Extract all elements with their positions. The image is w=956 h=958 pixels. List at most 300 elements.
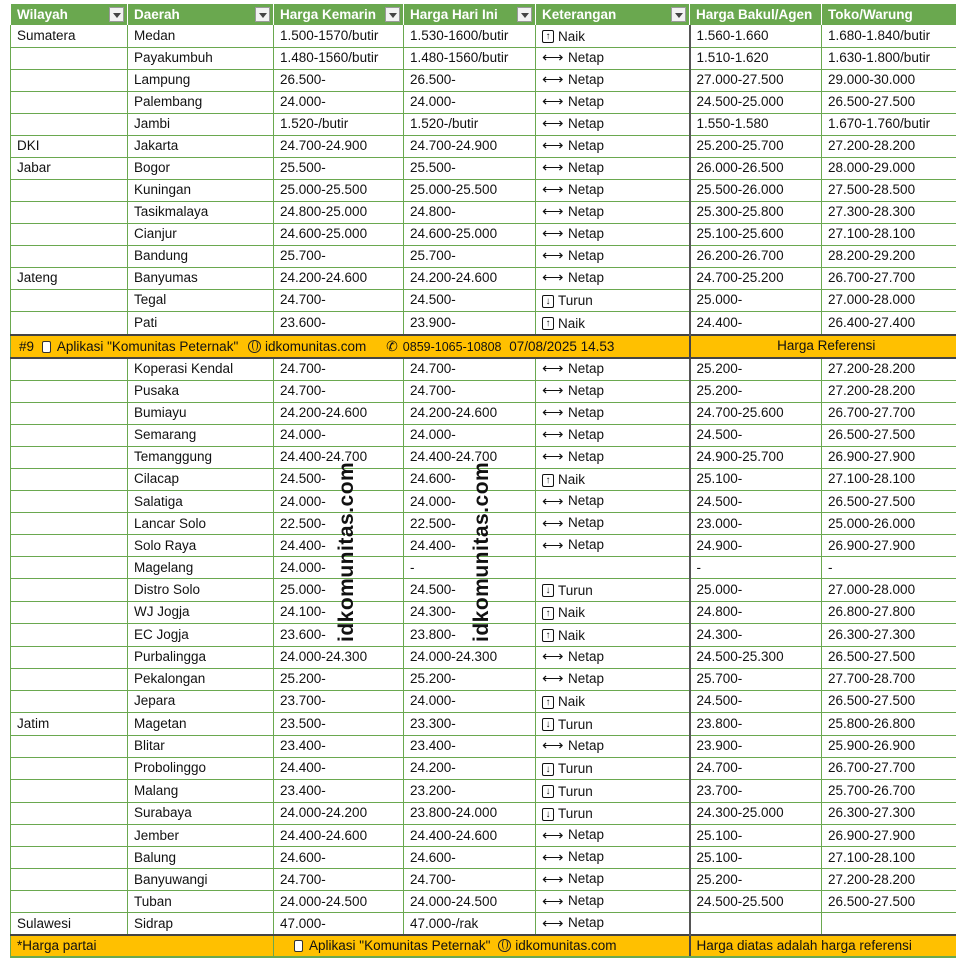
harga-bakul-cell: 25.300-25.800 (690, 201, 822, 223)
reference-price-label: Harga Referensi (690, 335, 956, 358)
harga-hari-ini-cell: 1.530-1600/butir (404, 25, 536, 47)
harga-bakul-cell: - (690, 557, 822, 579)
table-row (11, 757, 956, 780)
keterangan-label: Netap (568, 535, 604, 555)
arrow-left-right-icon: ⟷ (542, 649, 564, 664)
arrow-left-right-icon: ⟷ (542, 738, 564, 753)
daerah-cell: Magelang (128, 557, 274, 579)
harga-kemarin-cell: 1.500-1570/butir (274, 25, 404, 47)
table-row (11, 358, 956, 381)
arrow-left-right-icon: ⟷ (542, 204, 564, 219)
toko-warung-cell: 27.200-28.200 (822, 358, 956, 381)
harga-hari-ini-cell: 24.000-24.300 (404, 646, 536, 668)
keterangan-cell (536, 891, 690, 913)
phone-number: 0859-1065-10808 (403, 340, 502, 354)
wilayah-cell (11, 757, 128, 780)
harga-hari-ini-cell: - (404, 557, 536, 579)
harga-bakul-cell: 25.000- (690, 289, 822, 312)
keterangan-label: Netap (568, 669, 604, 689)
daerah-cell: Distro Solo (128, 579, 274, 602)
wilayah-cell (11, 668, 128, 690)
harga-kemarin-cell: 24.000- (274, 557, 404, 579)
arrow-down-icon: ↓ (542, 785, 554, 798)
keterangan-cell (536, 69, 690, 91)
table-row (11, 913, 956, 936)
keterangan-label: Turun (558, 715, 593, 735)
harga-hari-ini-cell: 24.700- (404, 380, 536, 402)
col-header-daerah: Daerah (128, 4, 274, 25)
keterangan-cell (536, 847, 690, 869)
table-row (11, 91, 956, 113)
harga-kemarin-cell: 24.200-24.600 (274, 267, 404, 289)
arrow-down-icon: ↓ (542, 763, 554, 776)
wilayah-cell: Jateng (11, 267, 128, 289)
keterangan-label: Netap (568, 869, 604, 889)
harga-kemarin-cell: 24.700- (274, 289, 404, 312)
footer-website-link[interactable]: idkomunitas.com (515, 938, 616, 953)
harga-hari-ini-cell: 47.000-/rak (404, 913, 536, 936)
harga-kemarin-cell: 24.700- (274, 358, 404, 381)
wilayah-cell (11, 869, 128, 891)
col-header-toko-warung: Toko/Warung (822, 4, 956, 25)
harga-bakul-cell: 23.900- (690, 735, 822, 757)
keterangan-label: Turun (558, 759, 593, 779)
harga-hari-ini-cell: 23.300- (404, 713, 536, 736)
harga-bakul-cell: 24.700- (690, 757, 822, 780)
toko-warung-cell: 27.100-28.100 (822, 847, 956, 869)
table-row (11, 201, 956, 223)
globe-icon (498, 939, 511, 952)
arrow-left-right-icon: ⟷ (542, 72, 564, 87)
keterangan-cell (536, 245, 690, 267)
harga-kemarin-cell: 24.700-24.900 (274, 135, 404, 157)
harga-hari-ini-cell: 24.000- (404, 491, 536, 513)
arrow-up-icon: ↑ (542, 607, 554, 620)
keterangan-cell (536, 624, 690, 647)
harga-kemarin-cell: 24.400-24.700 (274, 446, 404, 468)
harga-kemarin-cell: 23.400- (274, 780, 404, 803)
toko-warung-cell: 26.300-27.300 (822, 802, 956, 825)
keterangan-label: Netap (568, 736, 604, 756)
info-banner-row (11, 335, 956, 358)
arrow-left-right-icon: ⟷ (542, 361, 564, 376)
mobile-app-icon (294, 940, 303, 952)
toko-warung-cell: 27.000-28.000 (822, 289, 956, 312)
toko-warung-cell: 26.900-27.900 (822, 446, 956, 468)
keterangan-cell (536, 223, 690, 245)
keterangan-cell (536, 913, 690, 936)
keterangan-label: Turun (558, 581, 593, 601)
table-row (11, 25, 956, 47)
footer-reference-note: Harga diatas adalah harga referensi (690, 935, 956, 957)
harga-kemarin-cell: 24.000-24.200 (274, 802, 404, 825)
harga-kemarin-cell: 47.000- (274, 913, 404, 936)
table-row (11, 713, 956, 736)
table-row (11, 668, 956, 690)
harga-hari-ini-cell: 23.900- (404, 312, 536, 335)
keterangan-label: Naik (558, 470, 585, 490)
harga-kemarin-cell: 24.000- (274, 491, 404, 513)
keterangan-label: Netap (568, 158, 604, 178)
keterangan-label: Netap (568, 136, 604, 156)
daerah-cell: Bumiayu (128, 402, 274, 424)
wilayah-cell (11, 402, 128, 424)
arrow-up-icon: ↑ (542, 474, 554, 487)
keterangan-label: Netap (568, 891, 604, 911)
arrow-left-right-icon: ⟷ (542, 449, 564, 464)
keterangan-cell (536, 735, 690, 757)
table-row (11, 179, 956, 201)
wilayah-cell (11, 690, 128, 713)
toko-warung-cell: 27.500-28.500 (822, 179, 956, 201)
arrow-down-icon: ↓ (542, 584, 554, 597)
harga-bakul-cell: 25.100- (690, 468, 822, 491)
keterangan-label: Netap (568, 913, 604, 933)
daerah-cell: Temanggung (128, 446, 274, 468)
table-row (11, 869, 956, 891)
banner-datetime: 07/08/2025 14.53 (509, 339, 614, 354)
harga-hari-ini-cell: 25.200- (404, 668, 536, 690)
harga-kemarin-cell: 25.500- (274, 157, 404, 179)
keterangan-label: Netap (568, 847, 604, 867)
table-row (11, 780, 956, 803)
arrow-left-right-icon: ⟷ (542, 872, 564, 887)
keterangan-cell (536, 825, 690, 847)
keterangan-cell (536, 601, 690, 624)
table-row (11, 157, 956, 179)
harga-bakul-cell: 25.700- (690, 668, 822, 690)
table-row (11, 245, 956, 267)
keterangan-cell (536, 113, 690, 135)
toko-warung-cell: 27.200-28.200 (822, 380, 956, 402)
wilayah-cell (11, 579, 128, 602)
keterangan-cell (536, 646, 690, 668)
keterangan-cell (536, 135, 690, 157)
daerah-cell: Koperasi Kendal (128, 358, 274, 381)
harga-hari-ini-cell: 25.000-25.500 (404, 179, 536, 201)
toko-warung-cell: 27.100-28.100 (822, 468, 956, 491)
daerah-cell: Magetan (128, 713, 274, 736)
harga-bakul-cell: 1.560-1.660 (690, 25, 822, 47)
harga-kemarin-cell: 25.000- (274, 579, 404, 602)
arrow-left-right-icon: ⟷ (542, 427, 564, 442)
harga-hari-ini-cell: 24.800- (404, 201, 536, 223)
harga-hari-ini-cell: 24.400-24.700 (404, 446, 536, 468)
arrow-up-icon: ↑ (542, 629, 554, 642)
arrow-up-icon: ↑ (542, 696, 554, 709)
keterangan-cell (536, 713, 690, 736)
table-row (11, 847, 956, 869)
keterangan-label: Naik (558, 692, 585, 712)
col-header-harga-hari-ini: Harga Hari Ini (404, 4, 536, 25)
table-row (11, 825, 956, 847)
harga-bakul-cell: 25.200- (690, 869, 822, 891)
arrow-up-icon: ↑ (542, 317, 554, 330)
arrow-left-right-icon: ⟷ (542, 538, 564, 553)
arrow-left-right-icon: ⟷ (542, 671, 564, 686)
table-row (11, 735, 956, 757)
harga-hari-ini-cell: 24.600-25.000 (404, 223, 536, 245)
keterangan-label: Netap (568, 513, 604, 533)
harga-hari-ini-cell: 26.500- (404, 69, 536, 91)
toko-warung-cell: 27.300-28.300 (822, 201, 956, 223)
wilayah-cell (11, 424, 128, 446)
keterangan-label: Netap (568, 491, 604, 511)
harga-bakul-cell: 23.000- (690, 513, 822, 535)
toko-warung-cell: 26.500-27.500 (822, 491, 956, 513)
harga-bakul-cell: 24.500- (690, 424, 822, 446)
keterangan-cell (536, 25, 690, 47)
phone-icon: ✆ (386, 336, 398, 356)
harga-bakul-cell: 24.700-25.600 (690, 402, 822, 424)
harga-hari-ini-cell: 24.700- (404, 869, 536, 891)
harga-hari-ini-cell: 25.500- (404, 157, 536, 179)
filter-dropdown-button[interactable] (671, 7, 686, 22)
keterangan-label: Netap (568, 447, 604, 467)
daerah-cell: Tuban (128, 891, 274, 913)
keterangan-cell (536, 557, 690, 579)
harga-bakul-cell: 24.500-25.300 (690, 646, 822, 668)
harga-hari-ini-cell: 24.600- (404, 847, 536, 869)
website-link[interactable]: idkomunitas.com (265, 339, 366, 354)
harga-kemarin-cell: 24.100- (274, 601, 404, 624)
harga-kemarin-cell: 22.500- (274, 513, 404, 535)
wilayah-cell (11, 624, 128, 647)
daerah-cell: Jepara (128, 690, 274, 713)
table-row (11, 267, 956, 289)
harga-bakul-cell: 25.000- (690, 579, 822, 602)
arrow-left-right-icon: ⟷ (542, 850, 564, 865)
daerah-cell: Pati (128, 312, 274, 335)
harga-kemarin-cell: 24.500- (274, 468, 404, 491)
harga-hari-ini-cell: 25.700- (404, 245, 536, 267)
footer-row (11, 935, 956, 957)
harga-kemarin-cell: 24.000- (274, 91, 404, 113)
daerah-cell: Jember (128, 825, 274, 847)
table-row (11, 47, 956, 69)
keterangan-label: Turun (558, 782, 593, 802)
toko-warung-cell (822, 913, 956, 936)
toko-warung-cell: 27.000-28.000 (822, 579, 956, 602)
harga-hari-ini-cell: 24.300- (404, 601, 536, 624)
table-row (11, 402, 956, 424)
daerah-cell: Salatiga (128, 491, 274, 513)
keterangan-cell (536, 312, 690, 335)
daerah-cell: Tegal (128, 289, 274, 312)
wilayah-cell (11, 468, 128, 491)
footer-note: *Harga partai (11, 935, 274, 957)
toko-warung-cell: 25.000-26.000 (822, 513, 956, 535)
daerah-cell: Lancar Solo (128, 513, 274, 535)
harga-hari-ini-cell: 24.700-24.900 (404, 135, 536, 157)
keterangan-cell (536, 267, 690, 289)
arrow-down-icon: ↓ (542, 808, 554, 821)
harga-kemarin-cell: 24.800-25.000 (274, 201, 404, 223)
keterangan-cell (536, 513, 690, 535)
app-name: Aplikasi "Komunitas Peternak" (57, 339, 238, 354)
keterangan-cell (536, 157, 690, 179)
toko-warung-cell: 28.000-29.000 (822, 157, 956, 179)
wilayah-cell (11, 91, 128, 113)
wilayah-cell: DKI (11, 135, 128, 157)
harga-bakul-cell: 1.510-1.620 (690, 47, 822, 69)
keterangan-cell (536, 869, 690, 891)
toko-warung-cell: 26.700-27.700 (822, 267, 956, 289)
wilayah-cell (11, 446, 128, 468)
arrow-left-right-icon: ⟷ (542, 94, 564, 109)
daerah-cell: Bandung (128, 245, 274, 267)
harga-hari-ini-cell: 23.800-24.000 (404, 802, 536, 825)
arrow-left-right-icon: ⟷ (542, 494, 564, 509)
harga-kemarin-cell: 23.700- (274, 690, 404, 713)
harga-hari-ini-cell: 24.700- (404, 358, 536, 381)
wilayah-cell (11, 735, 128, 757)
keterangan-label: Naik (558, 626, 585, 646)
harga-kemarin-cell: 23.600- (274, 312, 404, 335)
keterangan-label: Netap (568, 647, 604, 667)
toko-warung-cell: 25.800-26.800 (822, 713, 956, 736)
toko-warung-cell: 1.680-1.840/butir (822, 25, 956, 47)
daerah-cell: Cianjur (128, 223, 274, 245)
table-row (11, 69, 956, 91)
harga-hari-ini-cell: 23.200- (404, 780, 536, 803)
mobile-app-icon (42, 341, 51, 353)
watermark-text: idkomunitas.com (470, 462, 494, 642)
harga-hari-ini-cell: 24.500- (404, 289, 536, 312)
keterangan-label: Netap (568, 403, 604, 423)
keterangan-label: Turun (558, 804, 593, 824)
toko-warung-cell: 26.300-27.300 (822, 624, 956, 647)
arrow-left-right-icon: ⟷ (542, 116, 564, 131)
arrow-left-right-icon: ⟷ (542, 383, 564, 398)
arrow-left-right-icon: ⟷ (542, 270, 564, 285)
arrow-left-right-icon: ⟷ (542, 405, 564, 420)
keterangan-label: Netap (568, 381, 604, 401)
harga-hari-ini-cell: 22.500- (404, 513, 536, 535)
harga-bakul-cell: 23.700- (690, 780, 822, 803)
daerah-cell: Solo Raya (128, 535, 274, 557)
keterangan-label: Netap (568, 268, 604, 288)
keterangan-label: Netap (568, 425, 604, 445)
keterangan-cell (536, 802, 690, 825)
col-header-harga-kemarin: Harga Kemarin (274, 4, 404, 25)
keterangan-cell (536, 91, 690, 113)
wilayah-cell (11, 312, 128, 335)
daerah-cell: Cilacap (128, 468, 274, 491)
wilayah-cell (11, 557, 128, 579)
keterangan-label: Turun (558, 291, 593, 311)
daerah-cell: Probolinggo (128, 757, 274, 780)
toko-warung-cell: 27.100-28.100 (822, 223, 956, 245)
daerah-cell: Pekalongan (128, 668, 274, 690)
arrow-left-right-icon: ⟷ (542, 138, 564, 153)
table-row (11, 424, 956, 446)
wilayah-cell: Jatim (11, 713, 128, 736)
harga-bakul-cell: 24.800- (690, 601, 822, 624)
toko-warung-cell: 26.700-27.700 (822, 757, 956, 780)
harga-bakul-cell: 24.900-25.700 (690, 446, 822, 468)
toko-warung-cell: 25.900-26.900 (822, 735, 956, 757)
col-header-harga-bakul: Harga Bakul/Agen (690, 4, 822, 25)
harga-bakul-cell: 24.700-25.200 (690, 267, 822, 289)
harga-hari-ini-cell: 24.400- (404, 535, 536, 557)
harga-hari-ini-cell: 24.600- (404, 468, 536, 491)
harga-kemarin-cell: 23.500- (274, 713, 404, 736)
harga-hari-ini-cell: 23.400- (404, 735, 536, 757)
harga-kemarin-cell: 1.480-1560/butir (274, 47, 404, 69)
harga-kemarin-cell: 24.400- (274, 535, 404, 557)
daerah-cell: Banyumas (128, 267, 274, 289)
harga-hari-ini-cell: 24.000- (404, 690, 536, 713)
daerah-cell: Lampung (128, 69, 274, 91)
wilayah-cell: Jabar (11, 157, 128, 179)
keterangan-label: Netap (568, 246, 604, 266)
harga-kemarin-cell: 24.600- (274, 847, 404, 869)
footer-branding (274, 935, 690, 957)
wilayah-cell (11, 245, 128, 267)
daerah-cell: Sidrap (128, 913, 274, 936)
daerah-cell: Surabaya (128, 802, 274, 825)
harga-kemarin-cell: 25.000-25.500 (274, 179, 404, 201)
harga-hari-ini-cell: 24.200- (404, 757, 536, 780)
filter-dropdown-button[interactable] (517, 7, 532, 22)
filter-dropdown-button[interactable] (385, 7, 400, 22)
keterangan-label: Netap (568, 202, 604, 222)
harga-bakul-cell: 24.400- (690, 312, 822, 335)
toko-warung-cell: 26.400-27.400 (822, 312, 956, 335)
daerah-cell: WJ Jogja (128, 601, 274, 624)
wilayah-cell (11, 491, 128, 513)
harga-kemarin-cell: 25.700- (274, 245, 404, 267)
daerah-cell: Jambi (128, 113, 274, 135)
wilayah-cell (11, 780, 128, 803)
harga-bakul-cell: 24.500- (690, 491, 822, 513)
harga-bakul-cell: 24.300- (690, 624, 822, 647)
keterangan-cell (536, 179, 690, 201)
keterangan-cell (536, 289, 690, 312)
toko-warung-cell: 26.800-27.800 (822, 601, 956, 624)
harga-bakul-cell: 24.300-25.000 (690, 802, 822, 825)
harga-hari-ini-cell: 24.400-24.600 (404, 825, 536, 847)
table-row (11, 289, 956, 312)
keterangan-label: Netap (568, 48, 604, 68)
keterangan-cell (536, 757, 690, 780)
daerah-cell: Purbalingga (128, 646, 274, 668)
toko-warung-cell: 26.500-27.500 (822, 891, 956, 913)
keterangan-cell (536, 535, 690, 557)
harga-bakul-cell (690, 913, 822, 936)
harga-bakul-cell: 25.500-26.000 (690, 179, 822, 201)
toko-warung-cell: 29.000-30.000 (822, 69, 956, 91)
harga-bakul-cell: 25.100- (690, 847, 822, 869)
filter-dropdown-button[interactable] (109, 7, 124, 22)
harga-bakul-cell: 24.500- (690, 690, 822, 713)
keterangan-cell (536, 424, 690, 446)
table-row (11, 646, 956, 668)
daerah-cell: EC Jogja (128, 624, 274, 647)
toko-warung-cell: 25.700-26.700 (822, 780, 956, 803)
harga-bakul-cell: 24.500-25.000 (690, 91, 822, 113)
toko-warung-cell: 26.500-27.500 (822, 91, 956, 113)
filter-dropdown-button[interactable] (255, 7, 270, 22)
daerah-cell: Bogor (128, 157, 274, 179)
keterangan-cell (536, 690, 690, 713)
toko-warung-cell: 27.200-28.200 (822, 135, 956, 157)
daerah-cell: Semarang (128, 424, 274, 446)
toko-warung-cell: 26.900-27.900 (822, 535, 956, 557)
keterangan-cell (536, 446, 690, 468)
daerah-cell: Tasikmalaya (128, 201, 274, 223)
